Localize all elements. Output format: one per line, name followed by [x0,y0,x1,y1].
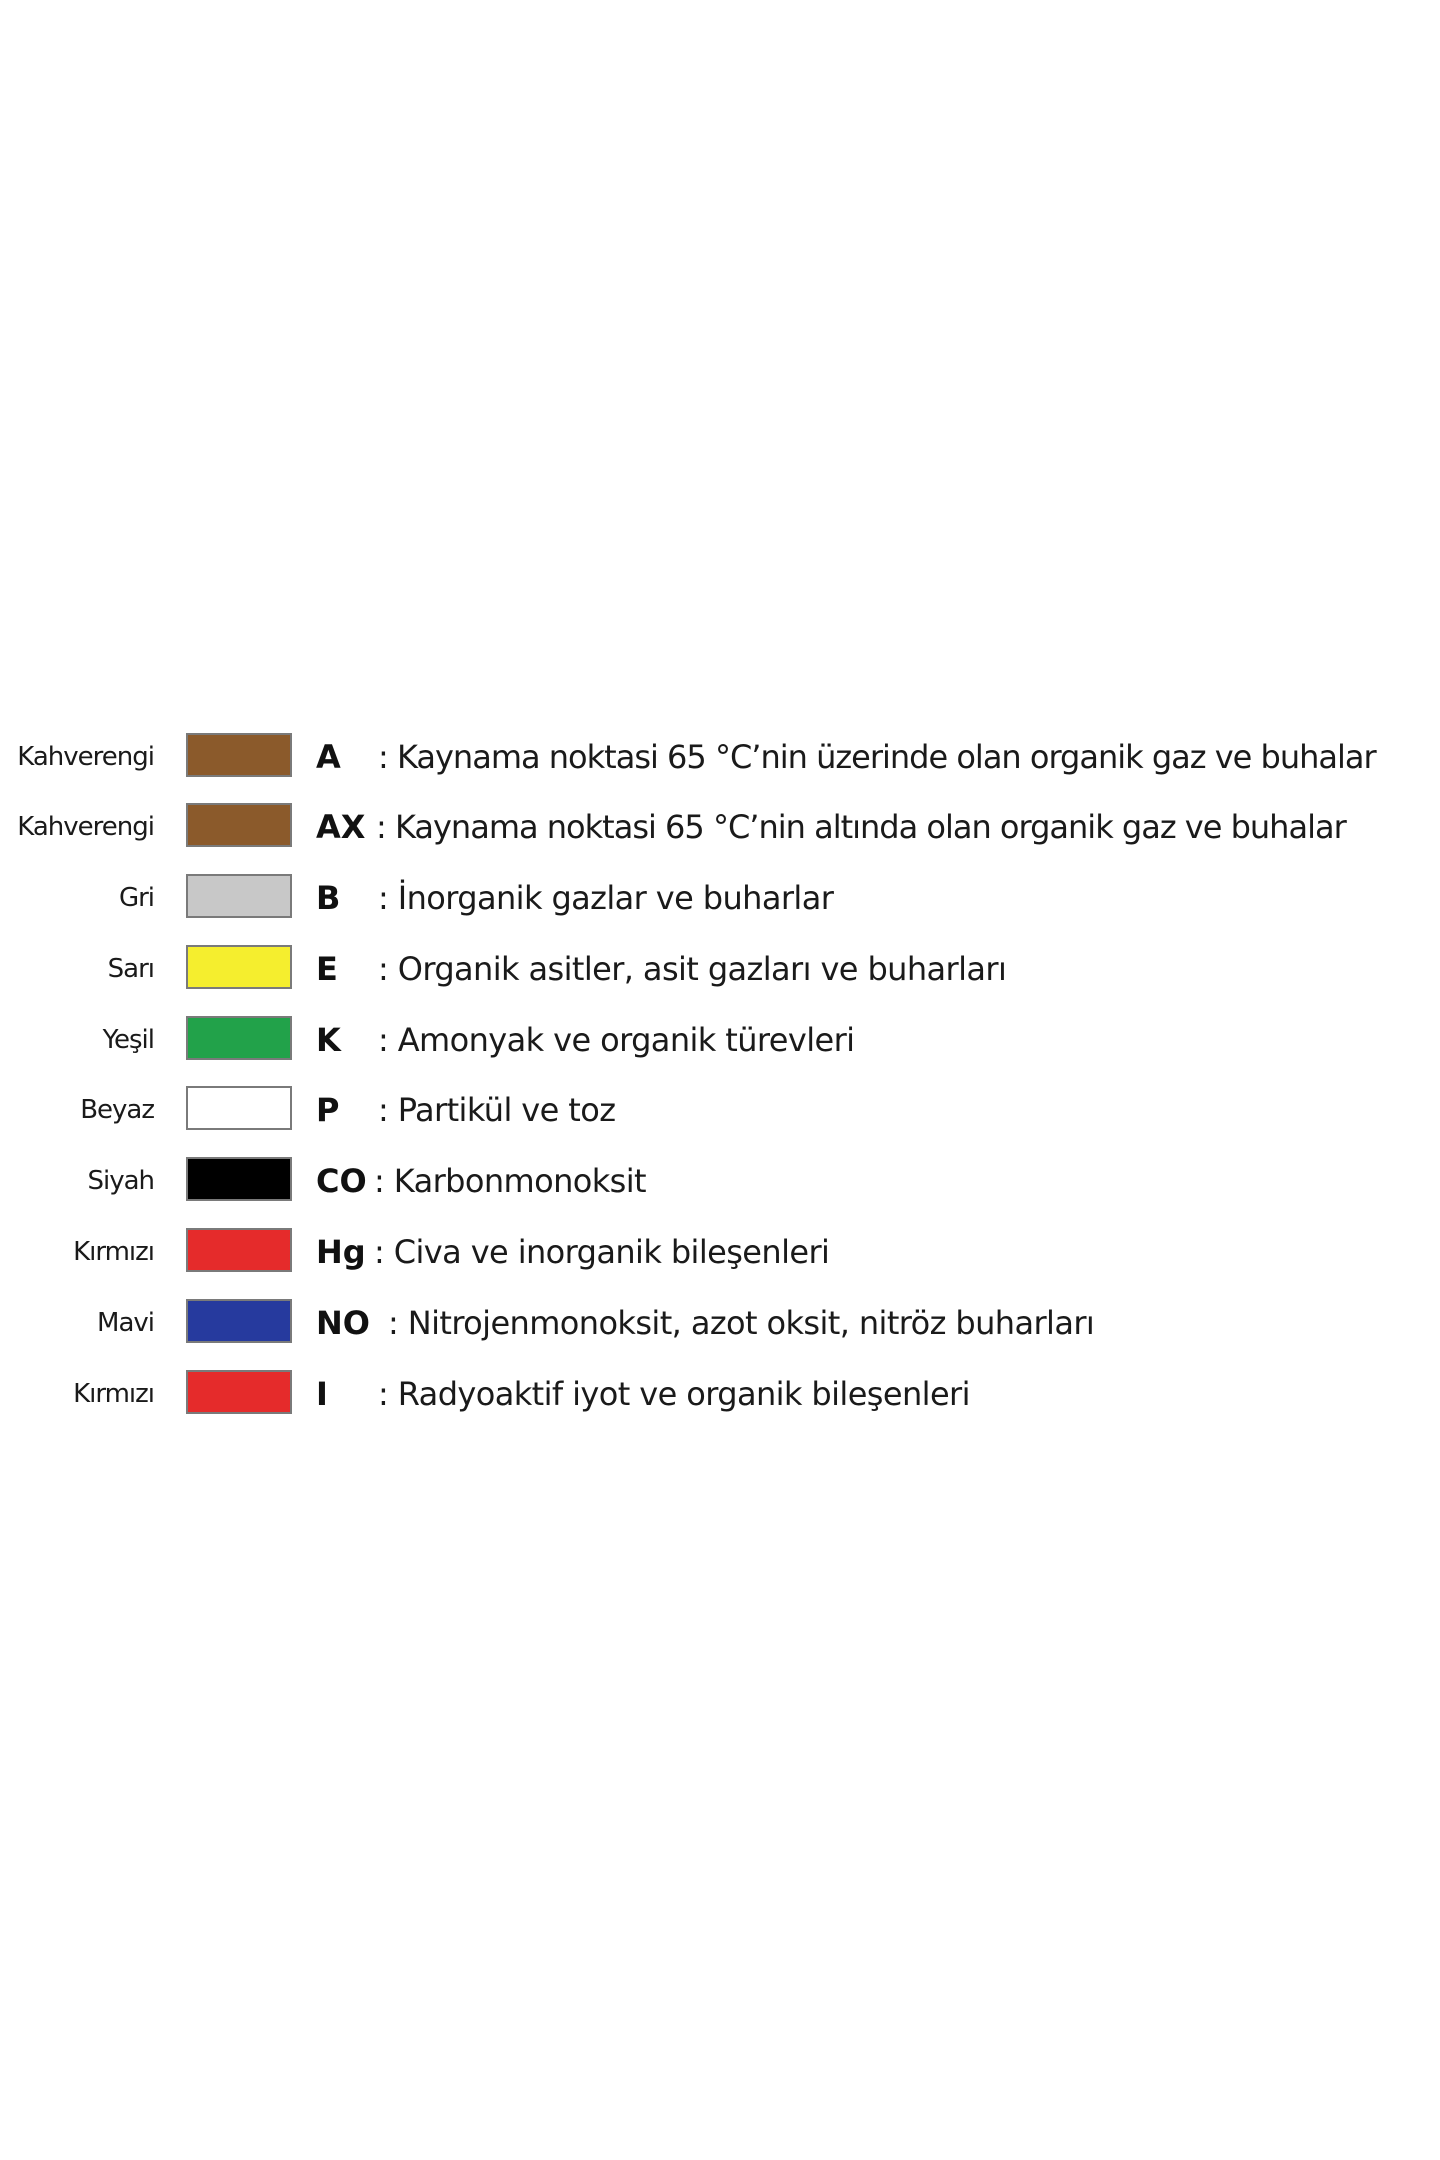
filter-description: : Karbonmonoksit [374,1162,646,1200]
color-name: Siyah [87,1166,154,1196]
legend-row-ax [0,797,1440,857]
legend-row-i [0,1364,1440,1424]
color-name: Beyaz [80,1095,154,1125]
color-name: Kahverengi [17,812,154,842]
color-name: Mavi [97,1308,154,1338]
filter-color-legend [0,727,1440,1437]
color-swatch-brown [186,803,292,847]
filter-code: NO [316,1304,370,1342]
filter-description: : Nitrojenmonoksit, azot oksit, nitröz buharları [388,1304,1095,1342]
filter-description: : Kaynama noktasi 65 °C’nin altında olan organik gaz ve buhalar [376,808,1346,846]
color-swatch-blue [186,1299,292,1343]
filter-code: K [316,1021,341,1059]
color-swatch-yellow [186,945,292,989]
filter-code: CO [316,1162,367,1200]
legend-row-a [0,727,1440,787]
legend-row-hg [0,1222,1440,1282]
filter-description: : Amonyak ve organik türevleri [378,1021,855,1059]
color-swatch-white [186,1086,292,1130]
filter-description: : Civa ve inorganik bileşenleri [374,1233,830,1271]
color-swatch-brown [186,733,292,777]
color-swatch-red [186,1370,292,1414]
color-name: Kahverengi [17,742,154,772]
color-name: Gri [118,883,154,913]
color-swatch-red [186,1228,292,1272]
color-swatch-green [186,1016,292,1060]
filter-code: A [316,738,341,776]
filter-code: I [316,1375,328,1413]
filter-description: : İnorganik gazlar ve buharlar [378,879,834,917]
legend-row-b [0,868,1440,928]
color-name: Sarı [107,954,154,984]
filter-description: : Partikül ve toz [378,1091,616,1129]
legend-row-p [0,1080,1440,1140]
filter-code: P [316,1091,340,1129]
legend-row-k [0,1010,1440,1070]
legend-row-e [0,939,1440,999]
color-swatch-gray [186,874,292,918]
filter-description: : Organik asitler, asit gazları ve buharları [378,950,1007,988]
color-name: Yeşil [102,1025,154,1055]
color-name: Kırmızı [73,1379,154,1409]
filter-code: B [316,879,341,917]
color-name: Kırmızı [73,1237,154,1267]
filter-code: E [316,950,338,988]
legend-row-no [0,1293,1440,1353]
filter-code: Hg [316,1233,366,1271]
legend-row-co [0,1151,1440,1211]
filter-code: AX [316,808,366,846]
filter-description: : Kaynama noktasi 65 °C’nin üzerinde olan organik gaz ve buhalar [378,738,1376,776]
color-swatch-black [186,1157,292,1201]
filter-description: : Radyoaktif iyot ve organik bileşenleri [378,1375,970,1413]
